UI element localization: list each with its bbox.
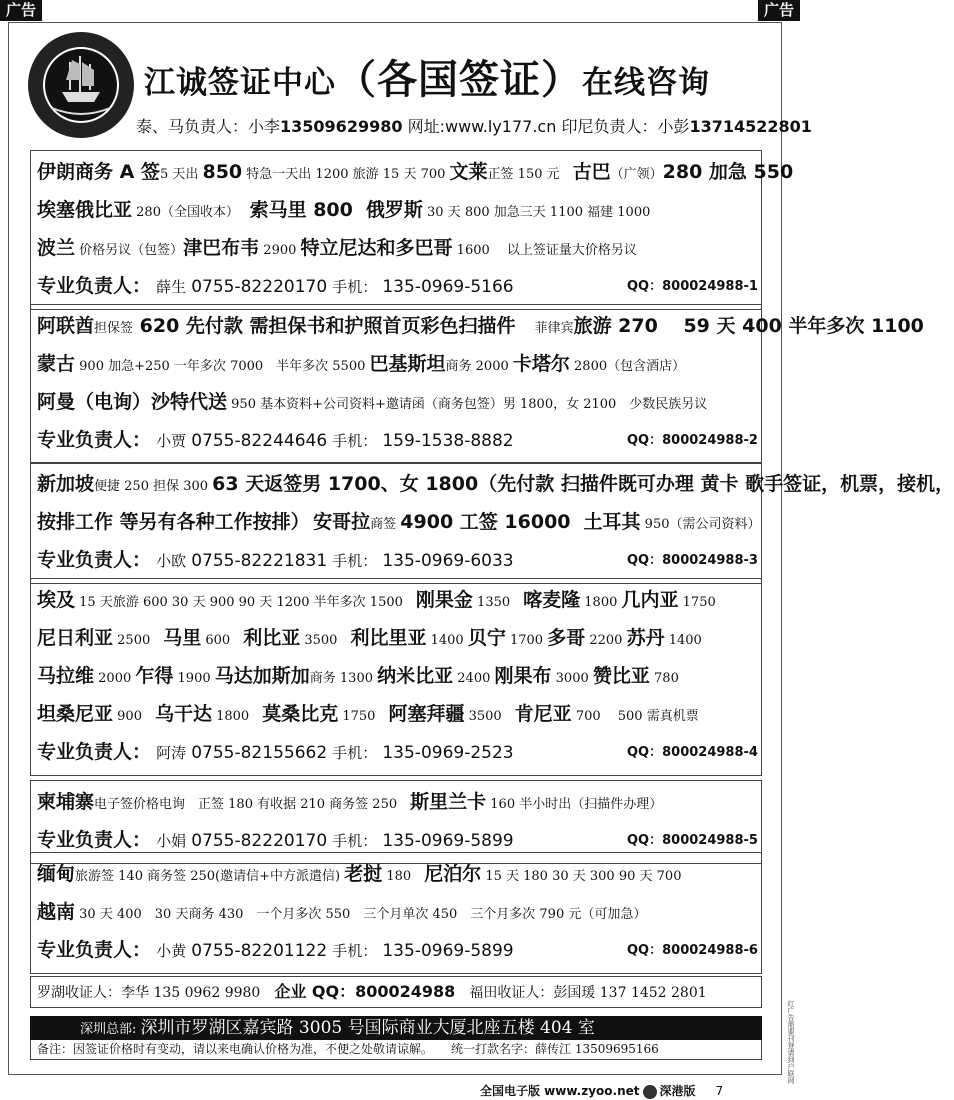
country-name: 几内亚 — [621, 589, 679, 611]
responsible-name: 小娟 — [156, 832, 187, 850]
hq-address: 深圳市罗湖区嘉宾路 3005 号国际商业大厦北座五楼 404 室 — [140, 1018, 595, 1038]
country-name: 巴基斯坦 — [369, 353, 446, 375]
mobile-label: 手机： — [332, 432, 378, 450]
visa-line — [37, 311, 924, 338]
country-name: 刚果布 — [494, 665, 552, 687]
visa-price-text: 2900 — [259, 243, 301, 258]
ad-label-left: 广告 — [0, 0, 42, 21]
country-name: 古巴 — [572, 161, 611, 183]
responsible-label: 专业负责人： — [37, 429, 152, 451]
visa-line — [37, 233, 637, 260]
country-name: 纳米比亚 — [377, 665, 454, 687]
visa-price-text: 5 天出 — [159, 167, 203, 182]
mobile-label: 手机： — [332, 278, 378, 296]
qq-number: QQ：800024988-3 — [627, 553, 758, 568]
responsible-person-row — [37, 825, 757, 852]
visa-line — [37, 787, 662, 814]
visa-price-text: 1800 — [580, 595, 622, 610]
qq-number: QQ：800024988-6 — [627, 943, 758, 958]
visa-price-text: 1700 — [505, 633, 548, 648]
mobile-phone: 135-0969-5899 — [382, 831, 514, 851]
visa-price-text: 1400 — [664, 633, 702, 648]
country-name: 旅游 270 59 天 400 半年多次 1100 — [573, 315, 924, 337]
visa-price-text: 电子签价格电询 正签 180 有收据 210 商务签 250 — [94, 797, 411, 812]
collectors-row — [30, 976, 762, 1008]
responsible-label: 专业负责人： — [37, 549, 152, 571]
visa-price-text: 1800 — [211, 709, 263, 724]
website-label: 网址: — [407, 117, 445, 136]
country-name: 乍得 — [135, 665, 174, 687]
country-name: 尼泊尔 — [424, 863, 482, 885]
side-text: 红广告需要刊登请到户联网 — [787, 1000, 795, 1084]
zyoo-badge-icon — [643, 1085, 657, 1099]
country-name: 贝宁 — [467, 627, 506, 649]
country-name: 马达加斯加 — [214, 665, 310, 687]
headline-online: 在线咨询 — [582, 65, 710, 101]
country-name: 特立尼达和多巴哥 — [300, 237, 453, 259]
region-label: 深港版 — [659, 1084, 696, 1098]
visa-price-text: （广领） — [610, 167, 663, 182]
visa-price-text: 担保签 — [94, 321, 134, 336]
visa-line — [37, 195, 650, 222]
visa-price-text: 30 天 400 30 天商务 430 一个月多次 550 三个月单次 450 三个月多次 790 元（可加急） — [75, 907, 647, 922]
visa-price-text — [571, 517, 584, 532]
responsible-person-row — [37, 425, 757, 452]
visa-section-2 — [30, 304, 924, 464]
responsible-person-row — [37, 545, 757, 572]
visa-price-text: 160 半小时出（扫描件办理） — [486, 797, 663, 812]
office-phone: 0755-82220170 — [191, 277, 328, 297]
visa-price-text: 950 基本资料+公司资料+邀请函（商务包签）男 1800，女 2100 少数民族另议 — [227, 397, 708, 412]
office-phone: 0755-82201122 — [191, 941, 328, 961]
visa-section-1 — [30, 150, 794, 310]
qq-number: QQ：800024988-5 — [627, 833, 758, 848]
country-name: 马拉维 — [37, 665, 95, 687]
visa-line — [37, 585, 716, 612]
visa-line — [37, 699, 699, 726]
headquarters-bar — [30, 1016, 762, 1040]
office-phone: 0755-82244646 — [191, 431, 328, 451]
country-name: 利比亚 — [243, 627, 301, 649]
country-name: 安哥拉 — [313, 511, 371, 533]
contact-line — [136, 114, 812, 137]
responsible-label: 专业负责人： — [37, 939, 152, 961]
country-name: 波兰 — [37, 237, 76, 259]
country-name: 苏丹 — [626, 627, 665, 649]
visa-price-text: 600 — [201, 633, 244, 648]
visa-price-text: 特急一天出 1200 旅游 15 天 700 — [242, 167, 450, 182]
country-name: 缅甸 — [37, 863, 76, 885]
ad-label-right: 广告 — [758, 0, 800, 21]
visa-price-text: 780 — [649, 671, 679, 686]
mobile-phone: 135-0969-5166 — [382, 277, 514, 297]
responsible-person-row — [37, 737, 757, 764]
visa-price-text: 1350 — [472, 595, 524, 610]
country-name: 利比里亚 — [350, 627, 427, 649]
responsible-name: 薛生 — [156, 278, 187, 296]
visa-line — [37, 349, 685, 376]
country-name: 肯尼亚 — [514, 703, 572, 725]
thai-contact-phone: 13509629980 — [280, 117, 403, 136]
visa-price-text: 商务 1300 — [309, 671, 378, 686]
luohu-collector: 罗湖收证人：李华 135 0962 9980 — [37, 985, 275, 1001]
visa-price-text: 1400 — [426, 633, 468, 648]
visa-price-text: 3000 — [551, 671, 593, 686]
mobile-phone: 135-0969-2523 — [382, 743, 514, 763]
country-name: 莫桑比克 — [262, 703, 339, 725]
visa-price-text: 180 — [382, 869, 425, 884]
visa-line — [37, 859, 681, 886]
country-name: 伊朗商务 A 签 — [37, 161, 160, 183]
country-name: 老挝 — [344, 863, 383, 885]
country-name: 阿联酋 — [37, 315, 95, 337]
responsible-name: 小贾 — [156, 432, 187, 450]
visa-price-text: 15 天 180 30 天 300 90 天 700 — [481, 869, 682, 884]
country-name: 尼日利亚 — [37, 627, 114, 649]
page-footer — [480, 1082, 723, 1099]
visa-section-6 — [30, 852, 762, 974]
responsible-label: 专业负责人： — [37, 741, 152, 763]
country-name: 土耳其 — [583, 511, 641, 533]
visa-price-text: 商签 — [370, 517, 401, 532]
visa-price-text: 正签 150 元 — [487, 167, 573, 182]
country-name: 马里 — [163, 627, 202, 649]
visa-price-text: 1600 以上签证量大价格另议 — [452, 243, 637, 258]
visa-price-text: 2800（包含酒店） — [569, 359, 686, 374]
indonesia-contact-phone: 13714522801 — [689, 117, 812, 136]
visa-price-text: 1750 — [678, 595, 716, 610]
mobile-label: 手机： — [332, 744, 378, 762]
visa-price-text: 旅游签 140 商务签 250(邀请信+中方派遣信) — [75, 869, 345, 884]
visa-line — [37, 157, 793, 184]
responsible-person-row — [37, 935, 757, 962]
mobile-label: 手机： — [332, 942, 378, 960]
website-link[interactable]: www.ly177.cn — [444, 117, 557, 136]
visa-price-text: 菲律宾 — [534, 321, 574, 336]
country-name: 索马里 800 — [249, 199, 353, 221]
visa-price-text — [300, 517, 313, 532]
mobile-phone: 159-1538-8882 — [382, 431, 514, 451]
visa-price-text: 1750 — [338, 709, 389, 724]
visa-price-text: 3500 — [300, 633, 351, 648]
mobile-phone: 135-0969-5899 — [382, 941, 514, 961]
visa-price-text: 2400 — [453, 671, 495, 686]
qq-number: QQ：800024988-4 — [627, 745, 758, 760]
visa-line — [37, 387, 707, 414]
office-phone: 0755-82220170 — [191, 831, 328, 851]
mobile-label: 手机： — [332, 552, 378, 570]
responsible-name: 小欧 — [156, 552, 187, 570]
visa-line — [37, 507, 761, 534]
country-name: 多哥 — [547, 627, 586, 649]
country-name: 新加坡 — [37, 473, 95, 495]
country-name: 津巴布韦 — [183, 237, 260, 259]
hq-label: 深圳总部: — [80, 1022, 137, 1037]
visa-section-4 — [30, 578, 762, 776]
country-name: 620 先付款 需担保书和护照首页彩色扫描件 — [133, 315, 535, 337]
responsible-label: 专业负责人： — [37, 829, 152, 851]
visa-price-text: 3500 — [464, 709, 515, 724]
country-name: 坦桑尼亚 — [37, 703, 114, 725]
country-name: 斯里兰卡 — [410, 791, 487, 813]
responsible-name: 小黄 — [156, 942, 187, 960]
responsible-name: 阿涛 — [156, 744, 187, 762]
country-name: 赞比亚 — [592, 665, 650, 687]
country-name: 280 加急 550 — [662, 161, 794, 183]
country-name: 越南 — [37, 901, 76, 923]
company-qq: 企业 QQ：800024988 — [274, 982, 456, 1001]
visa-price-text: 价格另议（包签） — [75, 243, 184, 258]
futian-collector: 福田收证人：彭国瑗 137 1452 2801 — [455, 985, 707, 1001]
visa-price-text: 商务 2000 — [445, 359, 513, 374]
visa-line — [37, 661, 679, 688]
visa-price-text — [353, 205, 366, 220]
mobile-label: 手机： — [332, 832, 378, 850]
country-name: 埃及 — [37, 589, 76, 611]
visa-line — [37, 897, 646, 924]
country-name: 柬埔寨 — [37, 791, 95, 813]
travel-network-logo — [22, 30, 140, 140]
visa-price-text: 便捷 250 担保 300 — [94, 479, 213, 494]
country-name: 喀麦隆 — [523, 589, 581, 611]
country-name: 乌干达 — [154, 703, 212, 725]
visa-price-text: 2500 — [113, 633, 164, 648]
visa-section-3 — [30, 462, 954, 584]
headline-center: 江诚签证中心 — [144, 65, 336, 101]
country-name: 4900 工签 16000 — [400, 511, 571, 533]
visa-price-text: 2000 — [94, 671, 136, 686]
visa-price-text: 30 天 800 加急三天 1100 福建 1000 — [422, 205, 651, 220]
thai-contact-label: 泰、马负责人：小李 — [136, 117, 281, 136]
country-name: 俄罗斯 — [365, 199, 423, 221]
responsible-person-row — [37, 271, 757, 298]
remark: 备注：因签证价格时有变动，请以来电确认价格为准，不便之处敬请谅解。 统一打款名字：薛传江 13509695166 — [30, 1040, 762, 1060]
headline-visas: （各国签证） — [336, 57, 582, 103]
indonesia-contact-label: 印尼负责人：小彭 — [561, 117, 690, 136]
country-name: 阿塞拜疆 — [388, 703, 465, 725]
visa-price-text: 280（全国收本） — [132, 205, 250, 220]
country-name: 阿曼（电询）沙特代送 — [37, 391, 228, 413]
header — [22, 30, 812, 140]
visa-price-text: 2200 — [585, 633, 627, 648]
office-phone: 0755-82221831 — [191, 551, 328, 571]
qq-number: QQ：800024988-2 — [627, 433, 758, 448]
country-name: 850 — [202, 161, 243, 183]
office-phone: 0755-82155662 — [191, 743, 328, 763]
visa-line — [37, 469, 954, 496]
visa-price-text: 1900 — [173, 671, 215, 686]
country-name: 按排工作 等另有各种工作按排） — [37, 511, 301, 533]
visa-price-text: 900 — [113, 709, 155, 724]
qq-number: QQ：800024988-1 — [627, 279, 758, 294]
headline — [144, 48, 710, 105]
country-name: 蒙古 — [37, 353, 76, 375]
visa-price-text: 700 500 需真机票 — [571, 709, 699, 724]
responsible-label: 专业负责人： — [37, 275, 152, 297]
visa-price-text: 900 加急+250 一年多次 7000 半年多次 5500 — [75, 359, 370, 374]
country-name: 卡塔尔 — [512, 353, 570, 375]
country-name: 63 天返签男 1700、女 1800（先付款 扫描件既可办理 黄卡 歌手签证，机票，接机， — [212, 473, 954, 495]
visa-price-text: 15 天旅游 600 30 天 900 90 天 1200 半年多次 1500 — [75, 595, 416, 610]
mobile-phone: 135-0969-6033 — [382, 551, 514, 571]
edition-link[interactable]: 全国电子版 www.zyoo.net — [480, 1084, 640, 1098]
country-name: 埃塞俄比亚 — [37, 199, 133, 221]
country-name: 文莱 — [449, 161, 488, 183]
page-number: 7 — [715, 1084, 724, 1098]
visa-line — [37, 623, 702, 650]
country-name: 刚果金 — [415, 589, 473, 611]
visa-price-text: 950（需公司资料） — [640, 517, 761, 532]
